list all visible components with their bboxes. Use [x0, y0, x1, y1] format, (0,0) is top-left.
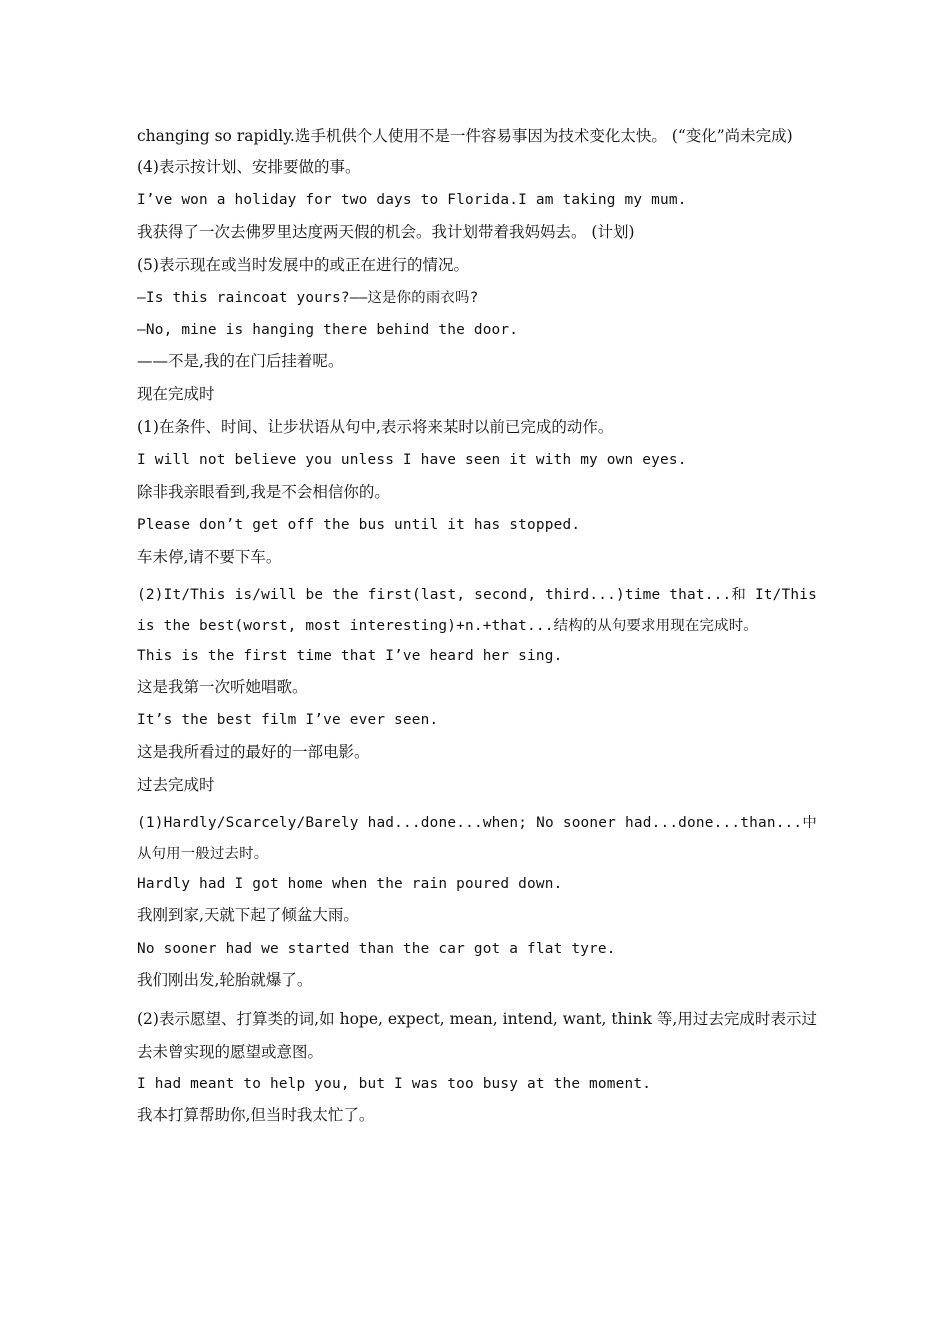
- text-line: —No, mine is hanging there behind the door.: [137, 321, 519, 338]
- text-line: 我们刚出发,轮胎就爆了。: [137, 971, 313, 990]
- text-line: (1)在条件、时间、让步状语从句中,表示将来某时以前已完成的动作。: [137, 418, 614, 437]
- text-line: (2)It/This is/will be the first(last, second, third...)time that...和 It/This is the best(worst, most interesting)+n.+that...结构的从句要求用现在完成时。: [137, 586, 817, 634]
- text-line: I will not believe you unless I have seen it with my own eyes.: [137, 452, 687, 469]
- text-line: (4)表示按计划、安排要做的事。: [137, 158, 361, 177]
- text-line: It’s the best film I’ve ever seen.: [137, 712, 439, 729]
- text-line: Hardly had I got home when the rain poured down.: [137, 875, 563, 892]
- section-heading: 现在完成时: [137, 385, 215, 404]
- text-line: 我本打算帮助你,但当时我太忙了。: [137, 1106, 375, 1125]
- text-line: (2)表示愿望、打算类的词,如 hope, expect, mean, intend, want, think 等,用过去完成时表示过去未曾实现的愿望或意图。: [137, 1010, 817, 1062]
- text-line: No sooner had we started than the car got a flat tyre.: [137, 940, 616, 957]
- text-line: ——不是,我的在门后挂着呢。: [137, 352, 344, 371]
- text-line: This is the first time that I’ve heard her sing.: [137, 647, 563, 664]
- document-body: [137, 120, 817, 1138]
- text-line: 这是我第一次听她唱歌。: [137, 678, 308, 697]
- text-line: (5)表示现在或当时发展中的或正在进行的情况。: [137, 256, 469, 275]
- text-line: I’ve won a holiday for two days to Florida.I am taking my mum.: [137, 192, 687, 209]
- text-line: (1)Hardly/Scarcely/Barely had...done...when; No sooner had...done...than...中从句用一般过去时。: [137, 814, 817, 862]
- text-line: I had meant to help you, but I was too busy at the moment.: [137, 1075, 652, 1092]
- text-line: Please don’t get off the bus until it has stopped.: [137, 517, 581, 534]
- text-line: 我获得了一次去佛罗里达度两天假的机会。我计划带着我妈妈去。 (计划): [137, 222, 635, 241]
- text-line: 除非我亲眼看到,我是不会相信你的。: [137, 482, 390, 501]
- text-line: changing so rapidly.选手机供个人使用不是一件容易事因为技术变化太快。 (“变化”尚未完成): [137, 127, 793, 145]
- text-line: 这是我所看过的最好的一部电影。: [137, 742, 370, 761]
- text-line: 我刚到家,天就下起了倾盆大雨。: [137, 906, 359, 925]
- text-line: 车未停,请不要下车。: [137, 547, 282, 566]
- text-line: —Is this raincoat yours?——这是你的雨衣吗?: [137, 290, 479, 307]
- section-heading: 过去完成时: [137, 775, 215, 794]
